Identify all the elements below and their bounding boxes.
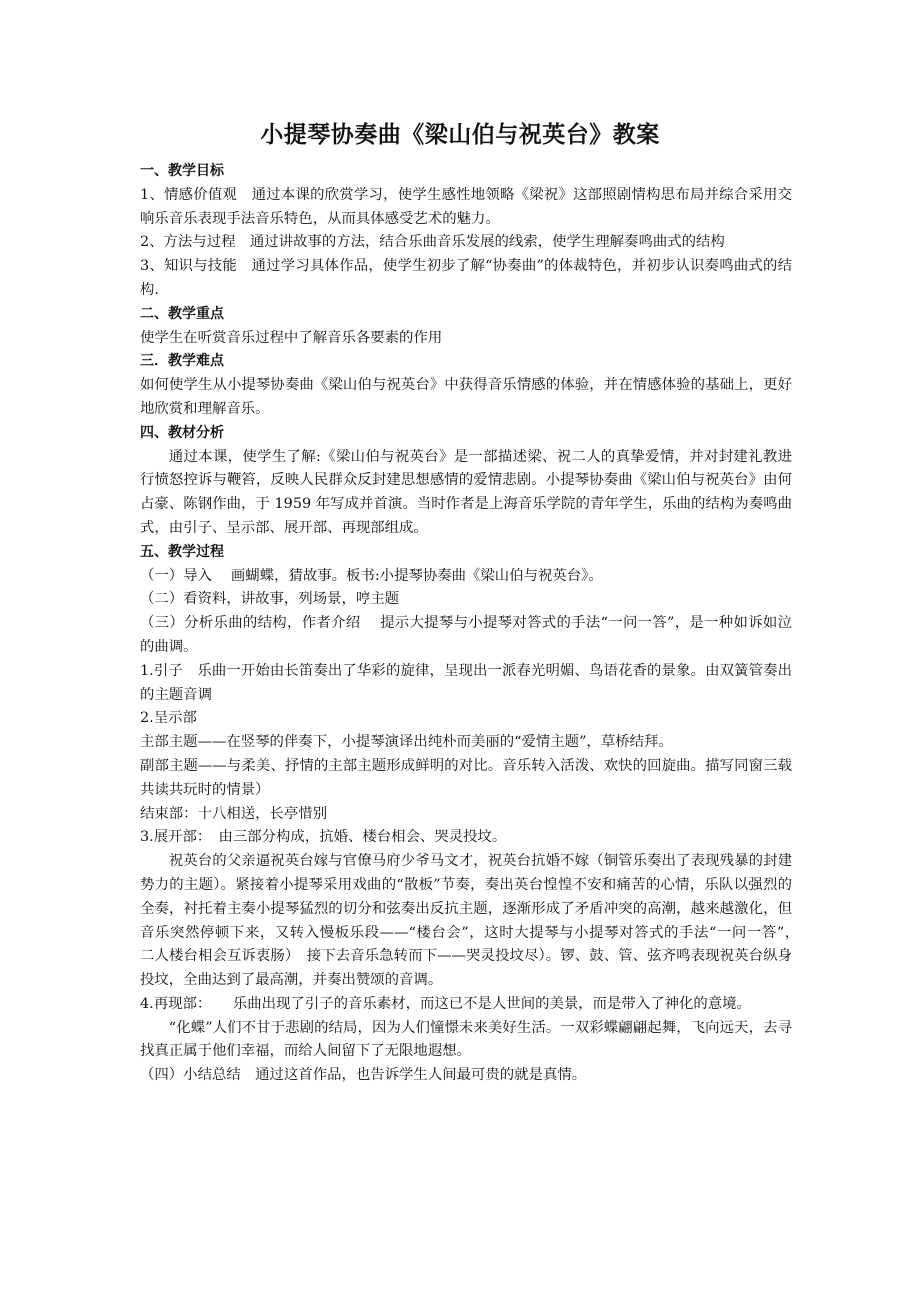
paragraph: 1.引子 乐曲一开始由长笛奏出了华彩的旋律，呈现出一派春光明媚、鸟语花香的景象。由双簧管奏出的主题音调 (140, 662, 792, 703)
section-heading: 二、教学重点 (140, 305, 224, 322)
paragraph: 2、方法与过程 通过讲故事的方法，结合乐曲音乐发展的线索，使学生理解奏鸣曲式的结构 (140, 234, 725, 251)
paragraph: （一）导入 画蝴蝶，猜故事。板书:小提琴协奏曲《梁山伯与祝英台》。 (140, 567, 603, 584)
paragraph: 祝英台的父亲逼祝英台嫁与官僚马府少爷马文才，祝英台抗婚不嫁（铜管乐奏出了表现残暴的封建势力的主题）。紧接着小提琴采用戏曲的“散板”节奏，奏出英台惶惶不安和痛苦的心情，乐队以强烈的全奏，衬托着主奏小提琴猛烈的切分和弦奏出反抗主题，逐渐形成了矛盾冲突的高潮，越来越激化，但音乐突然停顿下来，又转入慢板乐段——“楼台会”，这时大提琴与小提琴对答式的手法“一问一答”， 二人楼台相会互诉衷肠） 接下去音乐急转而下——哭灵投坟尽）。锣、鼓、管、弦齐鸣表现祝英台纵身投坟，全曲达到了最高潮，并奏出赞颂的音调。 (140, 853, 807, 989)
section-heading: 四、教材分析 (140, 424, 224, 441)
paragraph: 4.再现部： 乐曲出现了引子的音乐素材，而这已不是人世间的美景，而是带入了神化的意境。 (140, 995, 751, 1012)
section-heading: 五、教学过程 (140, 543, 224, 560)
paragraph: 1、情感价值观 通过本课的欣赏学习，使学生感性地领略《梁祝》这部照剧情构思布局并综合采用交响乐音乐表现手法音乐特色，从而具体感受艺术的魅力。 (140, 186, 792, 227)
paragraph: （二）看资料，讲故事，列场景，哼主题 (140, 591, 400, 608)
paragraph: 主部主题——在竖琴的伴奏下，小提琴演译出纯朴而美丽的“爱情主题”，草桥结拜。 (140, 734, 673, 751)
section-heading: 三．教学难点 (140, 353, 224, 370)
paragraph: 如何使学生从小提琴协奏曲《梁山伯与祝英台》中获得音乐情感的体验，并在情感体验的基础上，更好地欣赏和理解音乐。 (140, 377, 792, 417)
document-body (140, 160, 807, 1088)
paragraph: “化蝶”人们不甘于悲剧的结局，因为人们憧憬未来美好生活。一双彩蝶翩翩起舞，飞向远天，去寻找真正属于他们幸福，而给人间留下了无限地遐想。 (140, 1019, 792, 1060)
paragraph: 副部主题——与柔美、抒情的主部主题形成鲜明的对比。音乐转入活泼、欢快的回旋曲。描写同窗三载共读共玩时的情景） (140, 757, 792, 798)
paragraph: 3、知识与技能 通过学习具体作品，使学生初步了解“协奏曲”的体裁特色，并初步认识奏鸣曲式的结构. (140, 258, 792, 298)
paragraph: 2.呈示部 (140, 710, 197, 727)
paragraph: 结束部：十八相送，长亭惜别 (140, 805, 328, 822)
paragraph: 3.展开部： 由三部分构成，抗婚、楼台相会、哭灵投坟。 (140, 829, 507, 846)
paragraph: （四）小结总结 通过这首作品，也告诉学生人间最可贵的就是真情。 (140, 1067, 587, 1084)
paragraph: （三）分析乐曲的结构，作者介绍 提示大提琴与小提琴对答式的手法“一问一答”，是一种如诉如泣的曲调。 (140, 615, 792, 655)
paragraph: 通过本课，使学生了解:《梁山伯与祝英台》是一部描述梁、祝二人的真挚爱情，并对封建礼教进行愤怒控诉与鞭笞，反映人民群众反封建思想感情的爱情悲剧。小提琴协奏曲《梁山伯与祝英台》由何占豪、陈钢作曲，于 1959 年写成并首演。当时作者是上海音乐学院的青年学生，乐曲的结构为奏鸣曲式，由引子、呈示部、展开部、再现部组成。 (140, 448, 792, 536)
document-title: 小提琴协奏曲《梁山伯与祝英台》教案 (260, 122, 660, 148)
section-heading: 一、教学目标 (140, 163, 224, 179)
paragraph: 使学生在听赏音乐过程中了解音乐各要素的作用 (140, 329, 443, 346)
